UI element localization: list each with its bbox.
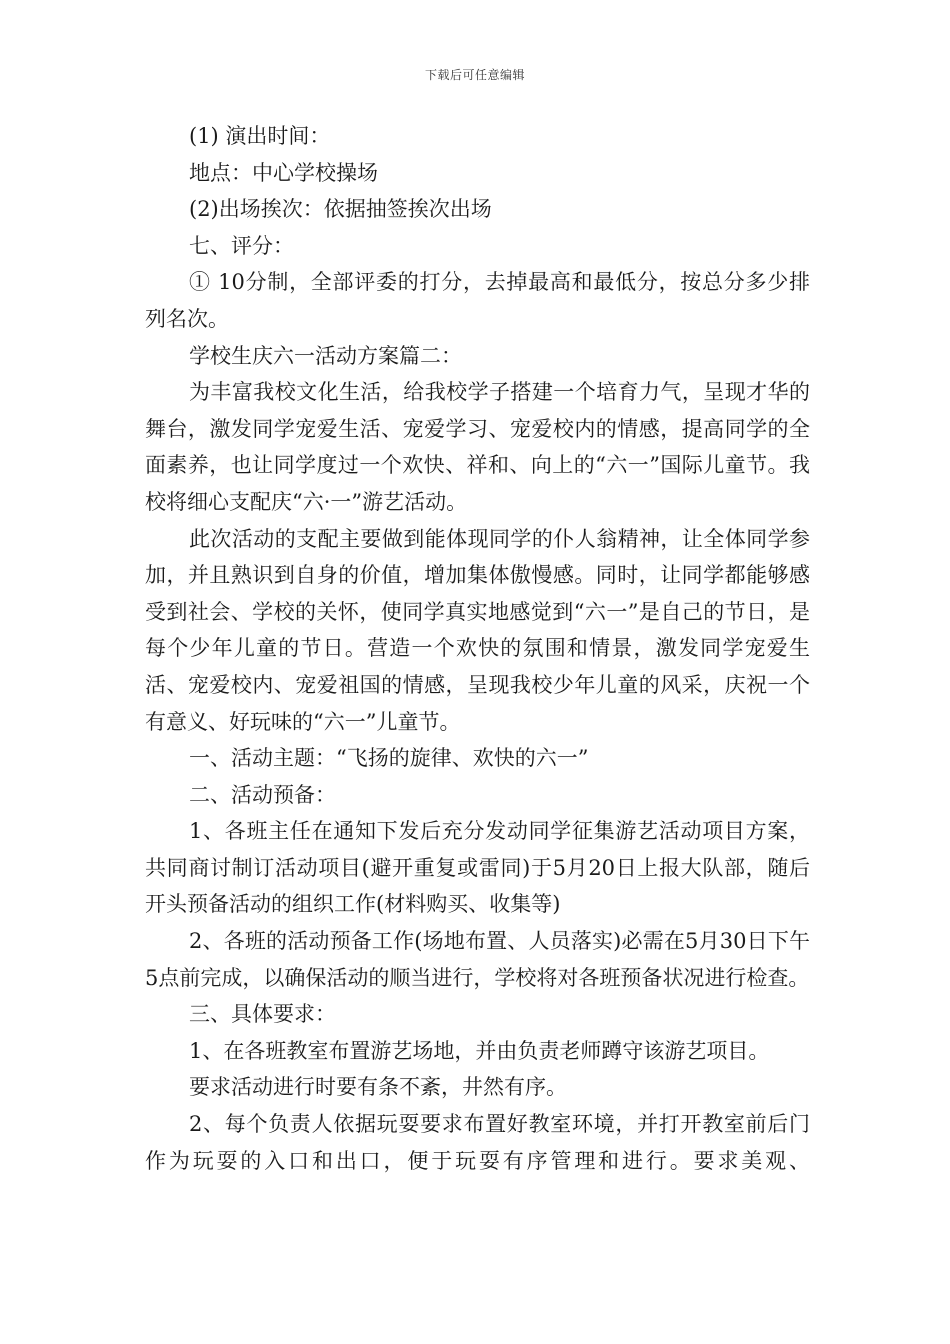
performance-time: (1) 演出时间： — [189, 124, 331, 148]
preparation-item-1: 1、各班主任在通知下发后充分发动同学征集游艺活动项目方案，共同商讨制订活动项目(避开重复或雷同)于5月20日上报大队部，随后开头预备活动的组织工作(材料购买、收集等) — [145, 819, 810, 917]
performance-order: (2)出场挨次：依据抽签挨次出场 — [189, 197, 492, 222]
section-heading-requirements: 三、具体要求： — [189, 1002, 336, 1027]
document-body — [145, 118, 810, 1179]
scoring-rule: ① 10分制，全部评委的打分，去掉最高和最低分，按总分多少排列名次。 — [145, 270, 810, 331]
section-heading-scoring: 七、评分： — [189, 233, 294, 258]
requirement-note: 要求活动进行时要有条不紊，井然有序。 — [189, 1075, 567, 1100]
article-title-part-two: 学校生庆六一活动方案篇二： — [189, 343, 462, 368]
section-heading-theme: 一、活动主题：“飞扬的旋律、欢快的六一” — [189, 746, 589, 771]
venue: 地点：中心学校操场 — [189, 160, 378, 185]
purpose-paragraph: 此次活动的支配主要做到能体现同学的仆人翁精神，让全体同学参加，并且熟识到自身的价值，增加集体傲慢感。同时，让同学都能够感受到社会、学校的关怀，使同学真实地感觉到“六一”是自己的节日，是每个少年儿童的节日。营造一个欢快的氛围和情景，激发同学宠爱生活、宠爱校内、宠爱祖国的情感，呈现我校少年儿童的风采，庆祝一个有意义、好玩味的“六一”儿童节。 — [145, 526, 810, 734]
requirement-item-2: 2、每个负责人依据玩耍要求布置好教室环境，并打开教室前后门作为玩耍的入口和出口，便于玩耍有序管理和进行。要求美观、 — [145, 1112, 810, 1173]
intro-paragraph: 为丰富我校文化生活，给我校学子搭建一个培育力气，呈现才华的舞台，激发同学宠爱生活、宠爱学习、宠爱校内的情感，提高同学的全面素养，也让同学度过一个欢快、祥和、向上的“六一”国际儿童节。我校将细心支配庆“六·一”游艺活动。 — [145, 380, 810, 514]
preparation-item-2: 2、各班的活动预备工作(场地布置、人员落实)必需在5月30日下午5点前完成，以确保活动的顺当进行，学校将对各班预备状况进行检查。 — [145, 929, 810, 990]
requirement-item-1: 1、在各班教室布置游艺场地，并由负责老师蹲守该游艺项目。 — [189, 1038, 770, 1063]
page-header: 下载后可任意编辑 — [424, 68, 525, 82]
section-heading-preparation: 二、活动预备： — [189, 782, 336, 807]
